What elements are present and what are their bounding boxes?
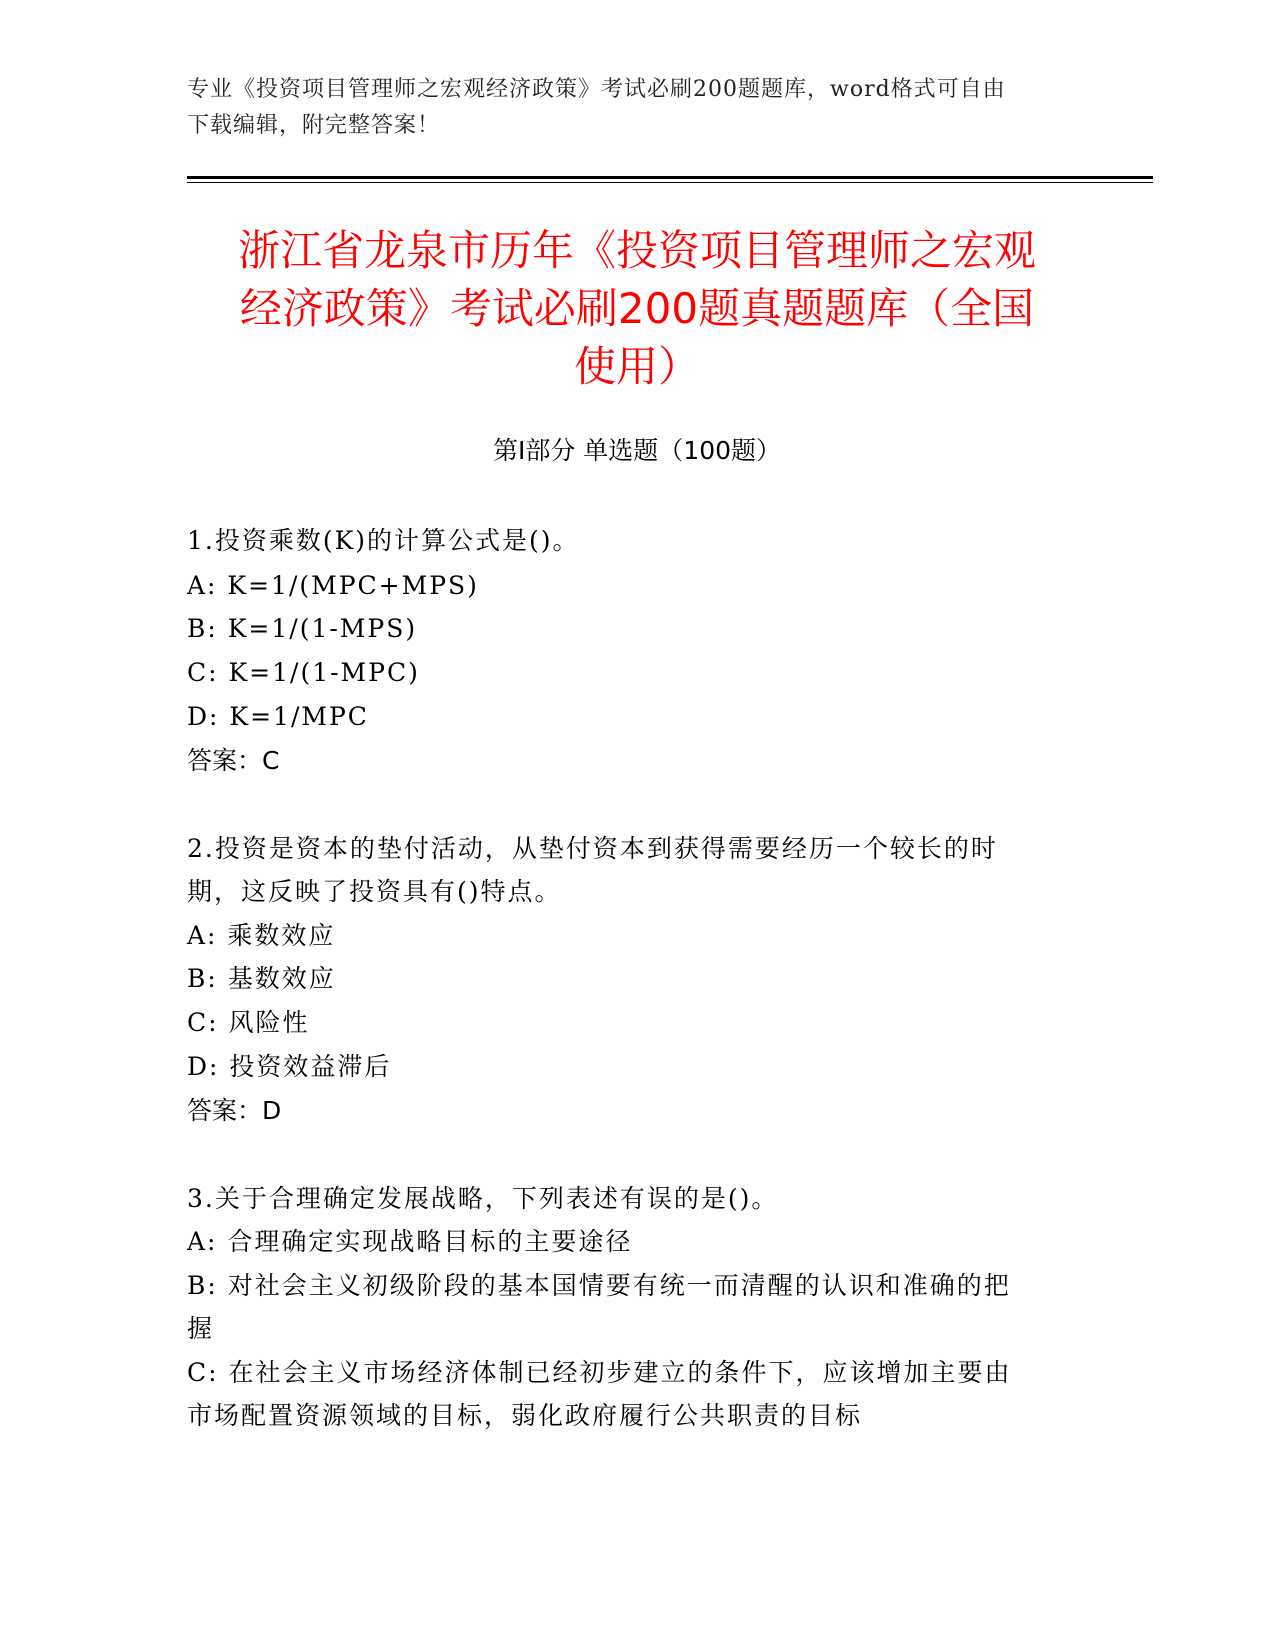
header-note-line: 专业《投资项目管理师之宏观经济政策》考试必刷200题题库，word格式可自由: [187, 77, 1006, 102]
question-1-answer: 答案：C: [187, 746, 280, 775]
header-note-line: 下载编辑，附完整答案！: [187, 113, 441, 138]
question-3-option-c-cont: 市场配置资源领域的目标，弱化政府履行公共职责的目标: [187, 1401, 863, 1430]
question-3-option-a: A: 合理确定实现战略目标的主要途径: [187, 1227, 633, 1256]
question-2-stem: 2.投资是资本的垫付活动，从垫付资本到获得需要经历一个较长的时: [187, 834, 998, 863]
question-3-option-b: B: 对社会主义初级阶段的基本国情要有统一而清醒的认识和准确的把: [187, 1271, 1011, 1300]
header-rule-thin: [187, 182, 1153, 183]
question-1-stem: 1.投资乘数(K)的计算公式是()。: [187, 526, 580, 555]
title-line: 使用）: [573, 342, 700, 391]
question-1-option-a: A: K=1/(MPC+MPS): [187, 571, 479, 600]
question-2-option-c: C: 风险性: [187, 1008, 310, 1037]
question-3-stem: 3.关于合理确定发展战略，下列表述有误的是()。: [187, 1184, 779, 1213]
question-2-answer: 答案：D: [187, 1096, 282, 1125]
question-2-option-a: A: 乘数效应: [187, 921, 336, 950]
header-rule-thick: [187, 176, 1153, 179]
title-line: 浙江省龙泉市历年《投资项目管理师之宏观: [237, 226, 1036, 275]
section-heading: 第Ⅰ部分 单选题（100题）: [492, 436, 782, 465]
question-1-option-d: D: K=1/MPC: [187, 702, 369, 731]
document-title: [187, 222, 1087, 396]
header-note: [187, 72, 1067, 144]
title-line: 经济政策》考试必刷200题真题题库（全国: [239, 284, 1035, 333]
question-2-option-b: B: 基数效应: [187, 964, 336, 993]
question-3-option-b-cont: 握: [187, 1314, 215, 1343]
question-1-option-c: C: K=1/(1-MPC): [187, 658, 420, 687]
question-2-option-d: D: 投资效益滞后: [187, 1052, 392, 1081]
question-3-option-c: C: 在社会主义市场经济体制已经初步建立的条件下，应该增加主要由: [187, 1358, 1012, 1387]
question-2-stem-cont: 期，这反映了投资具有()特点。: [187, 877, 562, 906]
question-1-option-b: B: K=1/(1-MPS): [187, 614, 418, 643]
